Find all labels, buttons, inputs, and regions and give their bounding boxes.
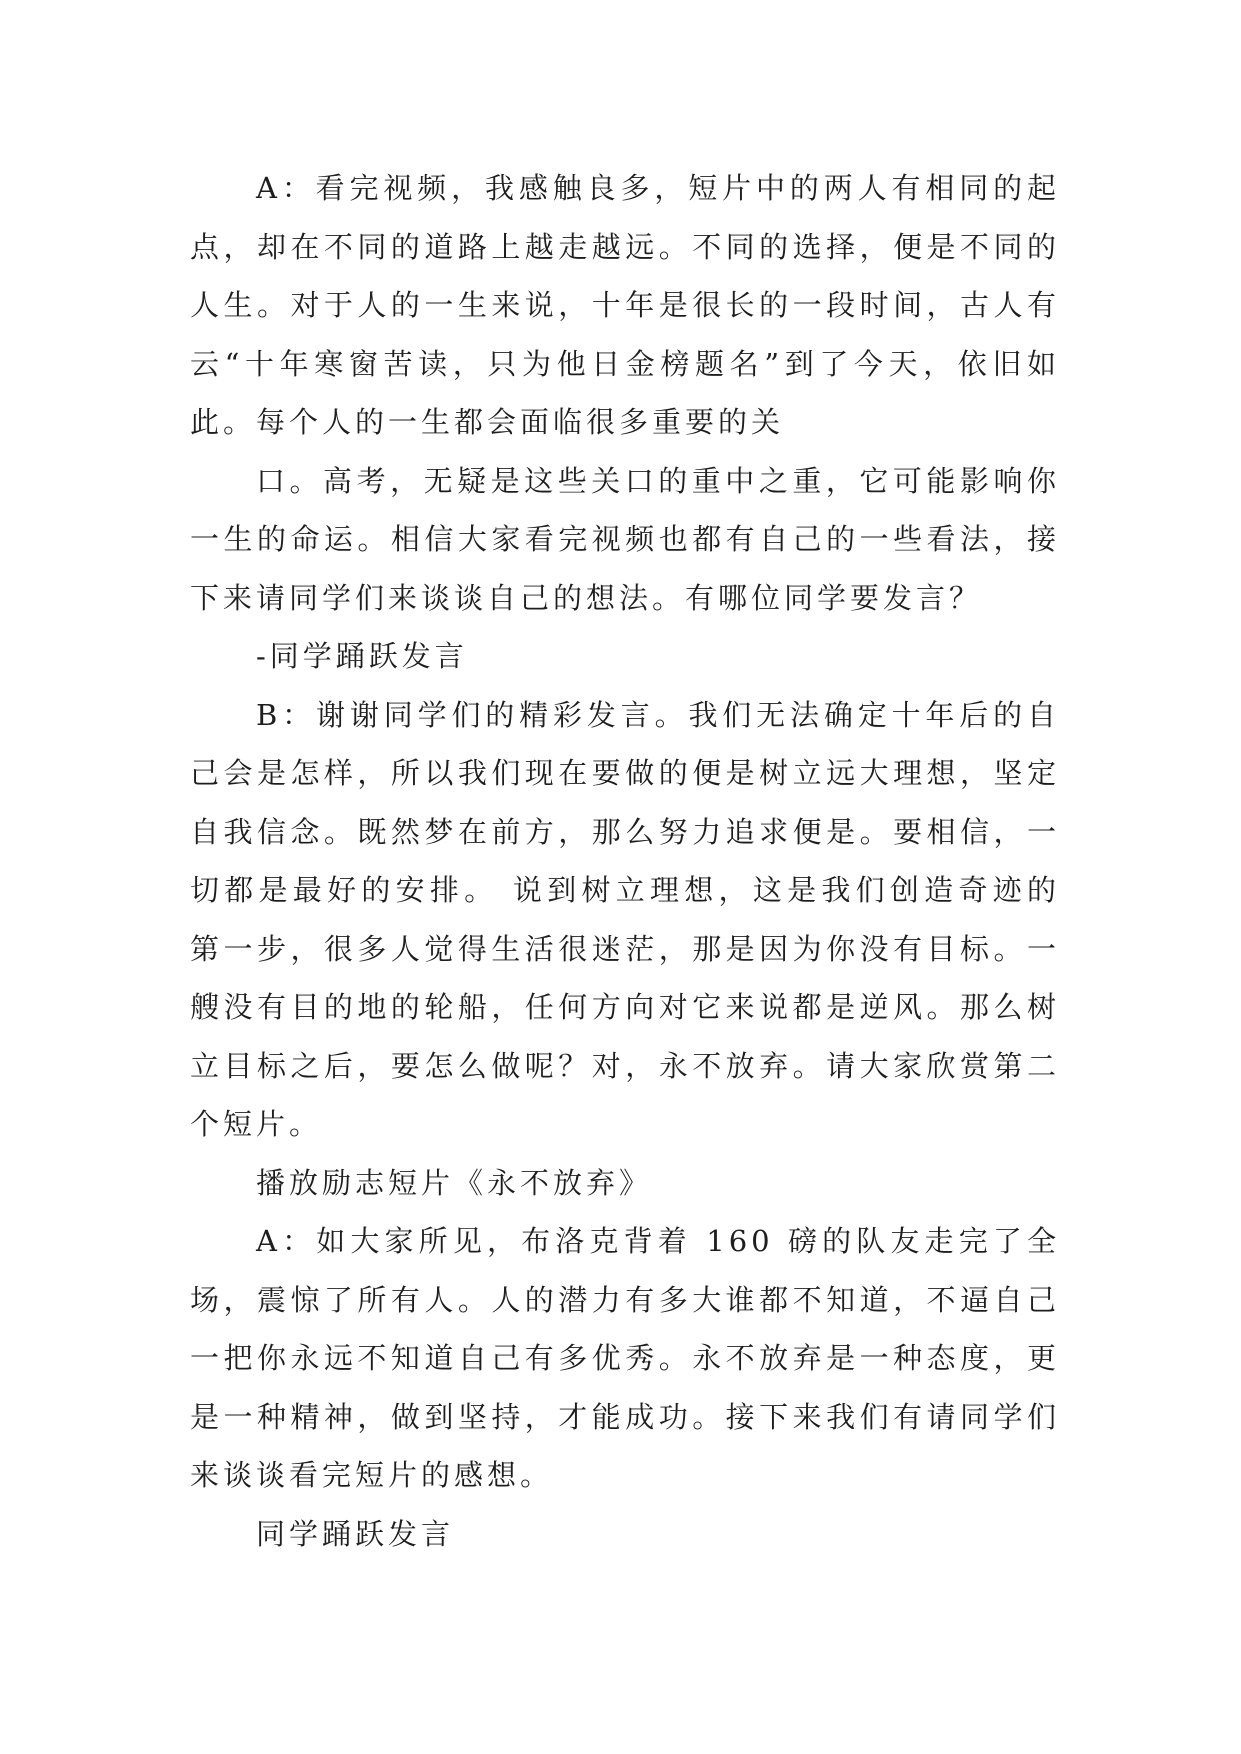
paragraph-5: 播放励志短片《永不放弃》	[256, 1165, 653, 1200]
paragraph-1: A：看完视频，我感触良多，短片中的两人有相同的起点，却在不同的道路上越走越远。不同的选择，便是不同的人生。对于人的一生来说，十年是很长的一段时间，古人有云“十年寒窗苦读，只为他日金榜题名”到了今天，依旧如此。每个人的一生都会面临很多重要的关	[190, 171, 1060, 439]
paragraph-6: A：如大家所见，布洛克背着 160 磅的队友走完了全场，震惊了所有人。人的潜力有多大谁都不知道，不逼自己一把你永远不知道自己有多优秀。永不放弃是一种态度，更是一种精神，做到坚持，才能成功。接下来我们有请同学们来谈谈看完短片的感想。	[190, 1224, 1060, 1492]
document-body	[190, 159, 1060, 1563]
paragraph-4: B：谢谢同学们的精彩发言。我们无法确定十年后的自己会是怎样，所以我们现在要做的便是树立远大理想，坚定自我信念。既然梦在前方，那么努力追求便是。要相信，一切都是最好的安排。 说到树立理想，这是我们创造奇迹的第一步，很多人觉得生活很迷茫，那是因为你没有目标。一艘没有目的地的轮船，任何方向对它来说都是逆风。那么树立目标之后，要怎么做呢？对，永不放弃。请大家欣赏第二个短片。	[190, 697, 1060, 1141]
paragraph-2: 口。高考，无疑是这些关口的重中之重，它可能影响你一生的命运。相信大家看完视频也都有自己的一些看法，接下来请同学们来谈谈自己的想法。有哪位同学要发言？	[190, 463, 1060, 615]
paragraph-7: 同学踊跃发言	[256, 1516, 455, 1551]
paragraph-3: -同学踊跃发言	[256, 639, 468, 673]
